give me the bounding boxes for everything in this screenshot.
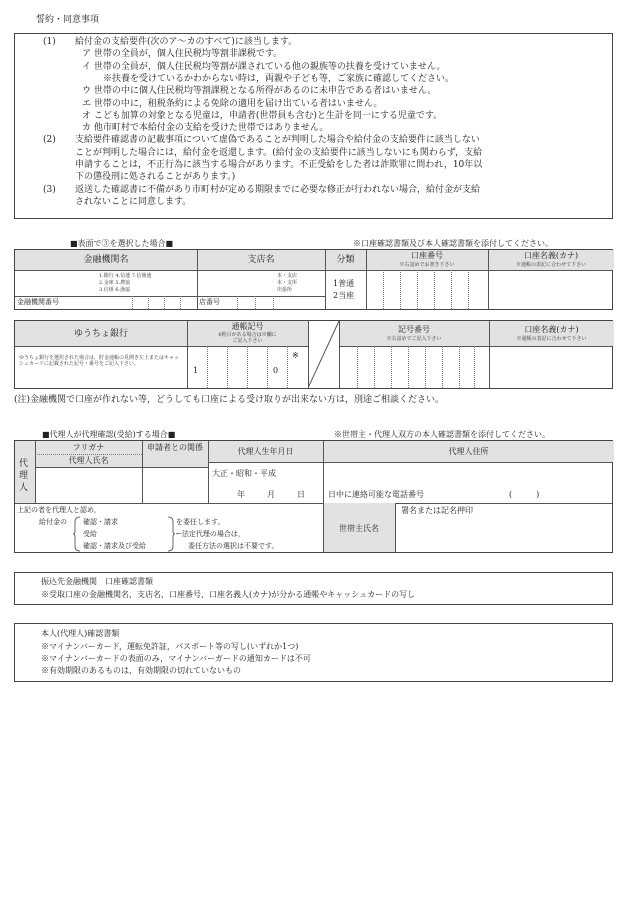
doc-bank-title: 振込先金融機関 口座確認書類 <box>41 577 153 586</box>
delegation-prefix: 給付金の <box>39 518 67 526</box>
bank-section-note: ※口座確認書類及び本人確認書類を添付してください。 <box>353 239 553 248</box>
doc-bank-box <box>14 572 613 605</box>
doc-bank-text: ※受取口座の金融機関名，支店名，口座番号，口座名義人(カナ)が分かる通帳やキャッシュカードの写し <box>41 590 416 599</box>
pledge-line-text: イ 世帯の全員が，個人住民税均等割が課されている他の親族等の扶養を受けていません。 <box>82 61 446 72</box>
pledge-line-text: ア 世帯の全員が，個人住民税均等割非課税です。 <box>82 49 283 60</box>
yucho-digit-5: 0 <box>273 366 279 375</box>
doc-id-line-3: ※有効期限のあるものは，有効期限の切れていないもの <box>41 666 241 675</box>
agent-side-label: 代理人 <box>19 459 29 493</box>
pledge-line-text: ※扶養を受けているかわからない時は，両親や子ども等，ご家族に確認してください。 <box>103 73 455 84</box>
pledge-line-text: 返送した確認書に不備があり市町村が定める期限までに必要な修正が行われない場合，給付金が支給 <box>75 184 481 195</box>
doc-id-box <box>14 623 613 682</box>
yucho-slash <box>308 321 339 388</box>
bank-type-3: 3.信組 6.漁協 <box>99 287 131 293</box>
delegation-note-1: ←法定代理の場合は， <box>176 530 245 538</box>
branch-type-3: 出張所 <box>277 287 293 293</box>
yucho-title: ゆうちょ銀行 <box>73 329 128 339</box>
pledge-line-text: オ こども加算の対象となる児童は，申請者(世帯員も含む)と生計を同一にする児童です。 <box>82 110 443 121</box>
yucho-digit-1: 1 <box>193 366 199 375</box>
agent-year: 年 <box>237 490 245 499</box>
agent-name-label: 代理人氏名 <box>68 456 109 465</box>
pledge-line-number: (3) <box>43 184 56 195</box>
doc-id-line-2: ※マイナンバーカードの表面のみ，マイナンバーガードの通知カードは不可 <box>41 654 311 663</box>
delegation-option-receive[interactable]: 受給 <box>83 530 97 538</box>
agent-phone-parens[interactable]: ( ) <box>509 490 540 499</box>
doc-id-title: 本人(代理人)確認書類 <box>41 629 120 638</box>
bank-type-2: 2.金庫 5.農協 <box>99 280 131 286</box>
col-holder: 口座名義(カナ) <box>523 251 579 260</box>
yucho-symbol-label: 通帳記号 <box>231 322 264 331</box>
pledge-line-text: エ 世帯の中に，租税条約による免除の適用を届け出ている者はいません。 <box>82 98 383 109</box>
branch-type-1: 本・支店 <box>277 273 298 279</box>
delegation-suffix: を委任します。 <box>176 518 225 526</box>
delegation-option-confirm[interactable]: 確認・請求 <box>83 518 118 526</box>
agent-day: 日 <box>297 490 305 499</box>
pledge-line-text: されないことに同意します。 <box>75 196 192 207</box>
agent-section-title: ■代理人が代理確認(受給)する場合■ <box>42 430 176 439</box>
pledge-box <box>14 33 613 219</box>
bank-code-label: 金融機関番号 <box>17 298 59 306</box>
pledge-line-text: カ 他市町村で本給付金の支給を受けた世帯ではありません。 <box>82 123 329 134</box>
pledge-line-text: 支給要件確認書の記載事項について虚偽であることが判明した場合や給付金の支給要件に該当しない <box>75 135 480 146</box>
account-type-normal[interactable]: 1普通 <box>333 279 355 288</box>
agent-furigana-label: フリガナ <box>72 443 105 452</box>
bank-type-1: 1.銀行 4.信連 7.信漁連 <box>99 273 152 279</box>
agent-relation-label: 申請者との関係 <box>147 443 203 452</box>
doc-id-line-1: ※マイナンバーカード，運転免許証，パスポート等の写し(いずれか1つ) <box>41 642 299 651</box>
pledge-line-text: ウ 世帯の中に個人住民税均等割課税となる所得があるのに未申告である者はいません。 <box>82 86 437 97</box>
col-bank-name: 金融機関名 <box>83 255 129 265</box>
right-brace-icon <box>167 516 175 552</box>
pledge-line-text: 申請することは，不正行為に該当する場合があります。不正受給をした者は詐欺罪に問われ，10年以 <box>75 160 483 170</box>
col-branch-name: 支店名 <box>247 255 275 265</box>
bank-section-title: ■表面で③を選択した場合■ <box>70 239 174 248</box>
yucho-table <box>14 320 613 389</box>
yucho-desc: ゆうちょ銀行を選択された場合は，貯金通帳の見開き左上またはキャッシュカードに記載された記号・番号をご記入下さい。 <box>19 355 180 367</box>
agent-month: 月 <box>267 490 275 499</box>
agent-phone-label: 日中に連絡可能な電話番号 <box>328 490 424 499</box>
yucho-holder-sub: ※通帳の表記に合わせて下さい <box>516 336 587 342</box>
agent-table <box>14 440 613 553</box>
signature-label: 署名または記名押印 <box>401 506 473 515</box>
left-brace-icon <box>73 516 81 552</box>
pledge-line-number: (1) <box>43 37 56 47</box>
yucho-symbol-sub: 6桁目がある場合は※欄に ご記入下さい <box>218 332 277 344</box>
pledge-line-text: ことが判明した場合には，給付金を返還します。(給付金の支給要件に該当しないにも関わらず，支給 <box>75 147 483 158</box>
col-holder-sub: ※通帳の表記に合わせて下さい <box>515 262 586 268</box>
pledge-title: 誓約・同意事項 <box>36 15 100 25</box>
col-account-no-sub: ※右詰めでお書き下さい <box>399 262 455 268</box>
pledge-line-text: 給付金の支給要件(次のア～カのすべて)に該当します。 <box>75 37 298 47</box>
head-name-label: 世帯主氏名 <box>339 524 379 533</box>
yucho-number-label: 記号番号 <box>398 325 430 334</box>
agent-address-label: 代理人住所 <box>448 447 489 456</box>
account-type-current[interactable]: 2当座 <box>333 291 355 300</box>
pledge-line-text: 下の懲役刑に処されることがあります。) <box>75 172 236 183</box>
col-type: 分類 <box>336 255 355 265</box>
agent-eras[interactable]: 大正・昭和・平成 <box>212 469 276 478</box>
branch-code-label: 店番号 <box>199 298 220 306</box>
col-account-no: 口座番号 <box>411 251 443 260</box>
agent-section-note: ※世帯主・代理人双方の本人確認書類を添付してください。 <box>334 430 550 439</box>
delegation-note-2: 委任方法の選択は不要です。 <box>188 542 279 550</box>
bank-table <box>14 249 613 310</box>
pledge-line-number: (2) <box>43 135 56 146</box>
delegation-line-1: 上記の者を代理人と認め， <box>17 506 101 514</box>
delegation-option-both[interactable]: 確認・請求及び受給 <box>83 542 146 550</box>
yucho-asterisk: ※ <box>292 351 299 360</box>
bank-footnote: (注)金融機関で口座が作れない等，どうしても口座による受け取りが出来ない方は，別途ご相談ください。 <box>14 395 445 405</box>
branch-type-2: 本・支所 <box>277 280 298 286</box>
yucho-holder-label: 口座名義(カナ) <box>524 325 579 334</box>
yucho-number-sub: ※右詰めでご記入下さい <box>386 336 442 342</box>
agent-birth-label: 代理人生年月日 <box>237 447 294 456</box>
